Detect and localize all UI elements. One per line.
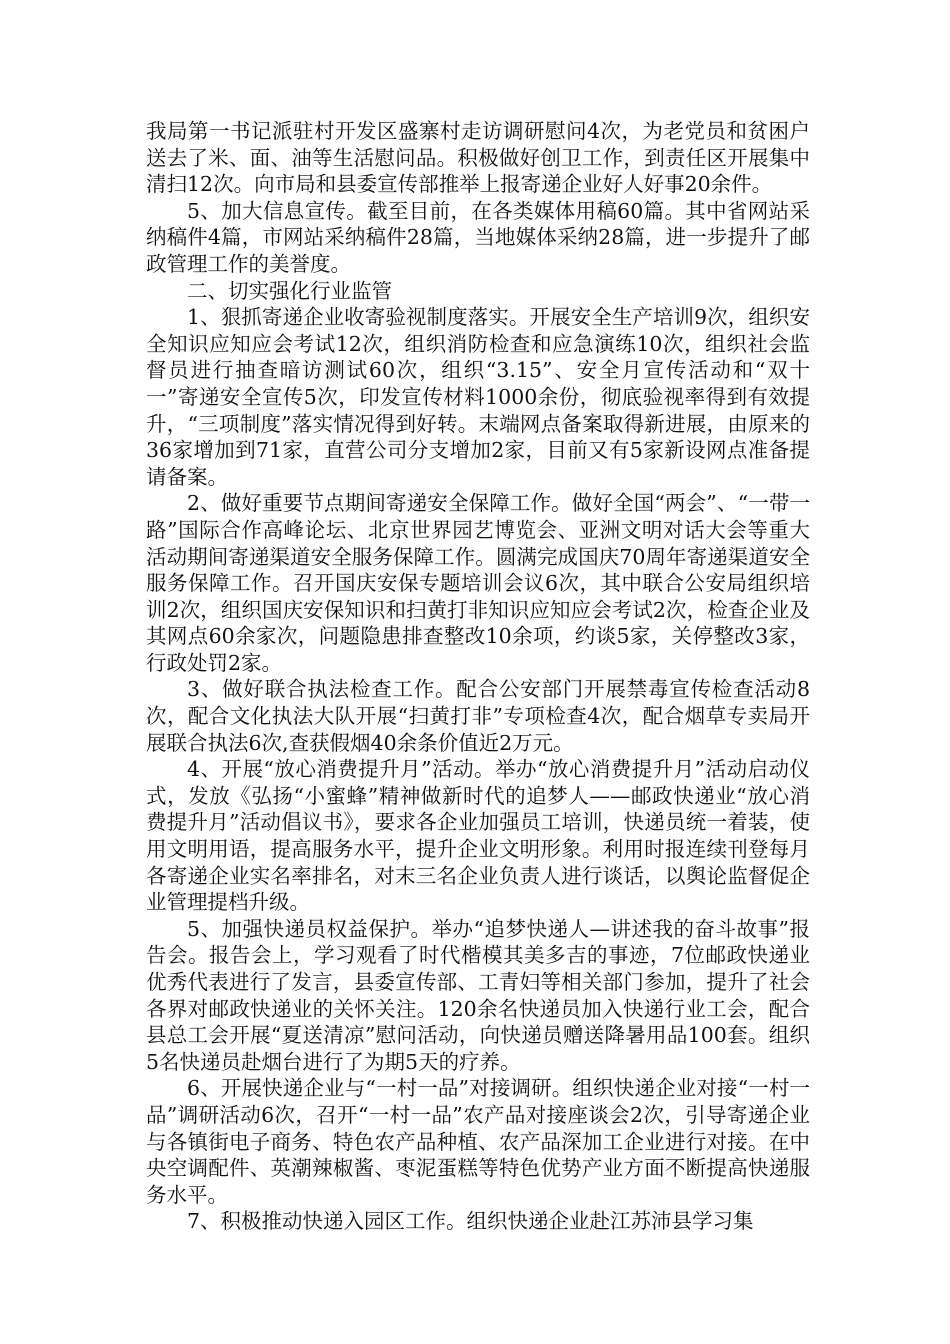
paragraph-10: 7、积极推动快递入园区工作。组织快递企业赴江苏沛县学习集 xyxy=(187,1209,754,1234)
document-body xyxy=(146,118,810,1235)
paragraph-5: 2、做好重要节点期间寄递安全保障工作。做好全国“两会”、“一带一路”国际合作高峰论坛、北京世界园艺博览会、亚洲文明对话大会等重大活动期间寄递渠道安全服务保障工作。圆满完成国庆70周年寄递渠道安全服务保障工作。召开国庆安保专题培训会议6次，其中联合公安局组织培训2次，组织国庆安保知识和扫黄打非知识应知应会考试2次，检查企业及其网点60余家次，问题隐患排查整改10余项，约谈5家，关停整改3家，行政处罚2家。 xyxy=(146,491,810,675)
paragraph-8: 5、加强快递员权益保护。举办“追梦快递人—讲述我的奋斗故事”报告会。报告会上，学习观看了时代楷模其美多吉的事迹，7位邮政快递业优秀代表进行了发言，县委宣传部、工青妇等相关部门参加，提升了社会各界对邮政快递业的关怀关注。120余名快递员加入快递行业工会，配合县总工会开展“夏送清凉”慰问活动，向快递员赠送降暑用品100套。组织5名快递员赴烟台进行了为期5天的疗养。 xyxy=(146,916,810,1074)
paragraph-1: 我局第一书记派驻村开发区盛寨村走访调研慰问4次，为老党员和贫困户送去了米、面、油等生活慰问品。积极做好创卫工作，到责任区开展集中清扫12次。向市局和县委宣传部推举上报寄递企业好人好事20余件。 xyxy=(146,119,810,197)
paragraph-9: 6、开展快递企业与“一村一品”对接调研。组织快递企业对接“一村一品”调研活动6次，召开“一村一品”农产品对接座谈会2次，引导寄递企业与各镇街电子商务、特色农产品种植、农产品深加工企业进行对接。在中央空调配件、英潮辣椒酱、枣泥蛋糕等特色优势产业方面不断提高快递服务水平。 xyxy=(146,1076,810,1207)
section-heading: 二、切实强化行业监管 xyxy=(187,278,392,303)
paragraph-4: 1、狠抓寄递企业收寄验视制度落实。开展安全生产培训9次，组织安全知识应知应会考试12次，组织消防检查和应急演练10次，组织社会监督员进行抽查暗访测试60次，组织“3.15”、安全月宣传活动和“双十一”寄递安全宣传5次，印发宣传材料1000余份，彻底验视率得到有效提升，“三项制度”落实情况得到好转。末端网点备案取得新进展，由原来的36家增加到71家，直营公司分支增加2家，目前又有5家新设网点准备提请备案。 xyxy=(146,305,810,489)
paragraph-7: 4、开展“放心消费提升月”活动。举办“放心消费提升月”活动启动仪式，发放《弘扬“小蜜蜂”精神做新时代的追梦人——邮政快递业“放心消费提升月”活动倡议书》，要求各企业加强员工培训，快递员统一着装，使用文明用语，提高服务水平，提升企业文明形象。利用时报连续刊登每月各寄递企业实名率排名，对末三名企业负责人进行谈话，以舆论监督促企业管理提档升级。 xyxy=(146,757,810,915)
paragraph-6: 3、做好联合执法检查工作。配合公安部门开展禁毒宣传检查活动8次，配合文化执法大队开展“扫黄打非”专项检查4次，配合烟草专卖局开展联合执法6次,查获假烟40余条价值近2万元。 xyxy=(146,677,810,755)
paragraph-2: 5、加大信息宣传。截至目前，在各类媒体用稿60篇。其中省网站采纳稿件4篇，市网站采纳稿件28篇，当地媒体采纳28篇，进一步提升了邮政管理工作的美誉度。 xyxy=(146,198,810,276)
